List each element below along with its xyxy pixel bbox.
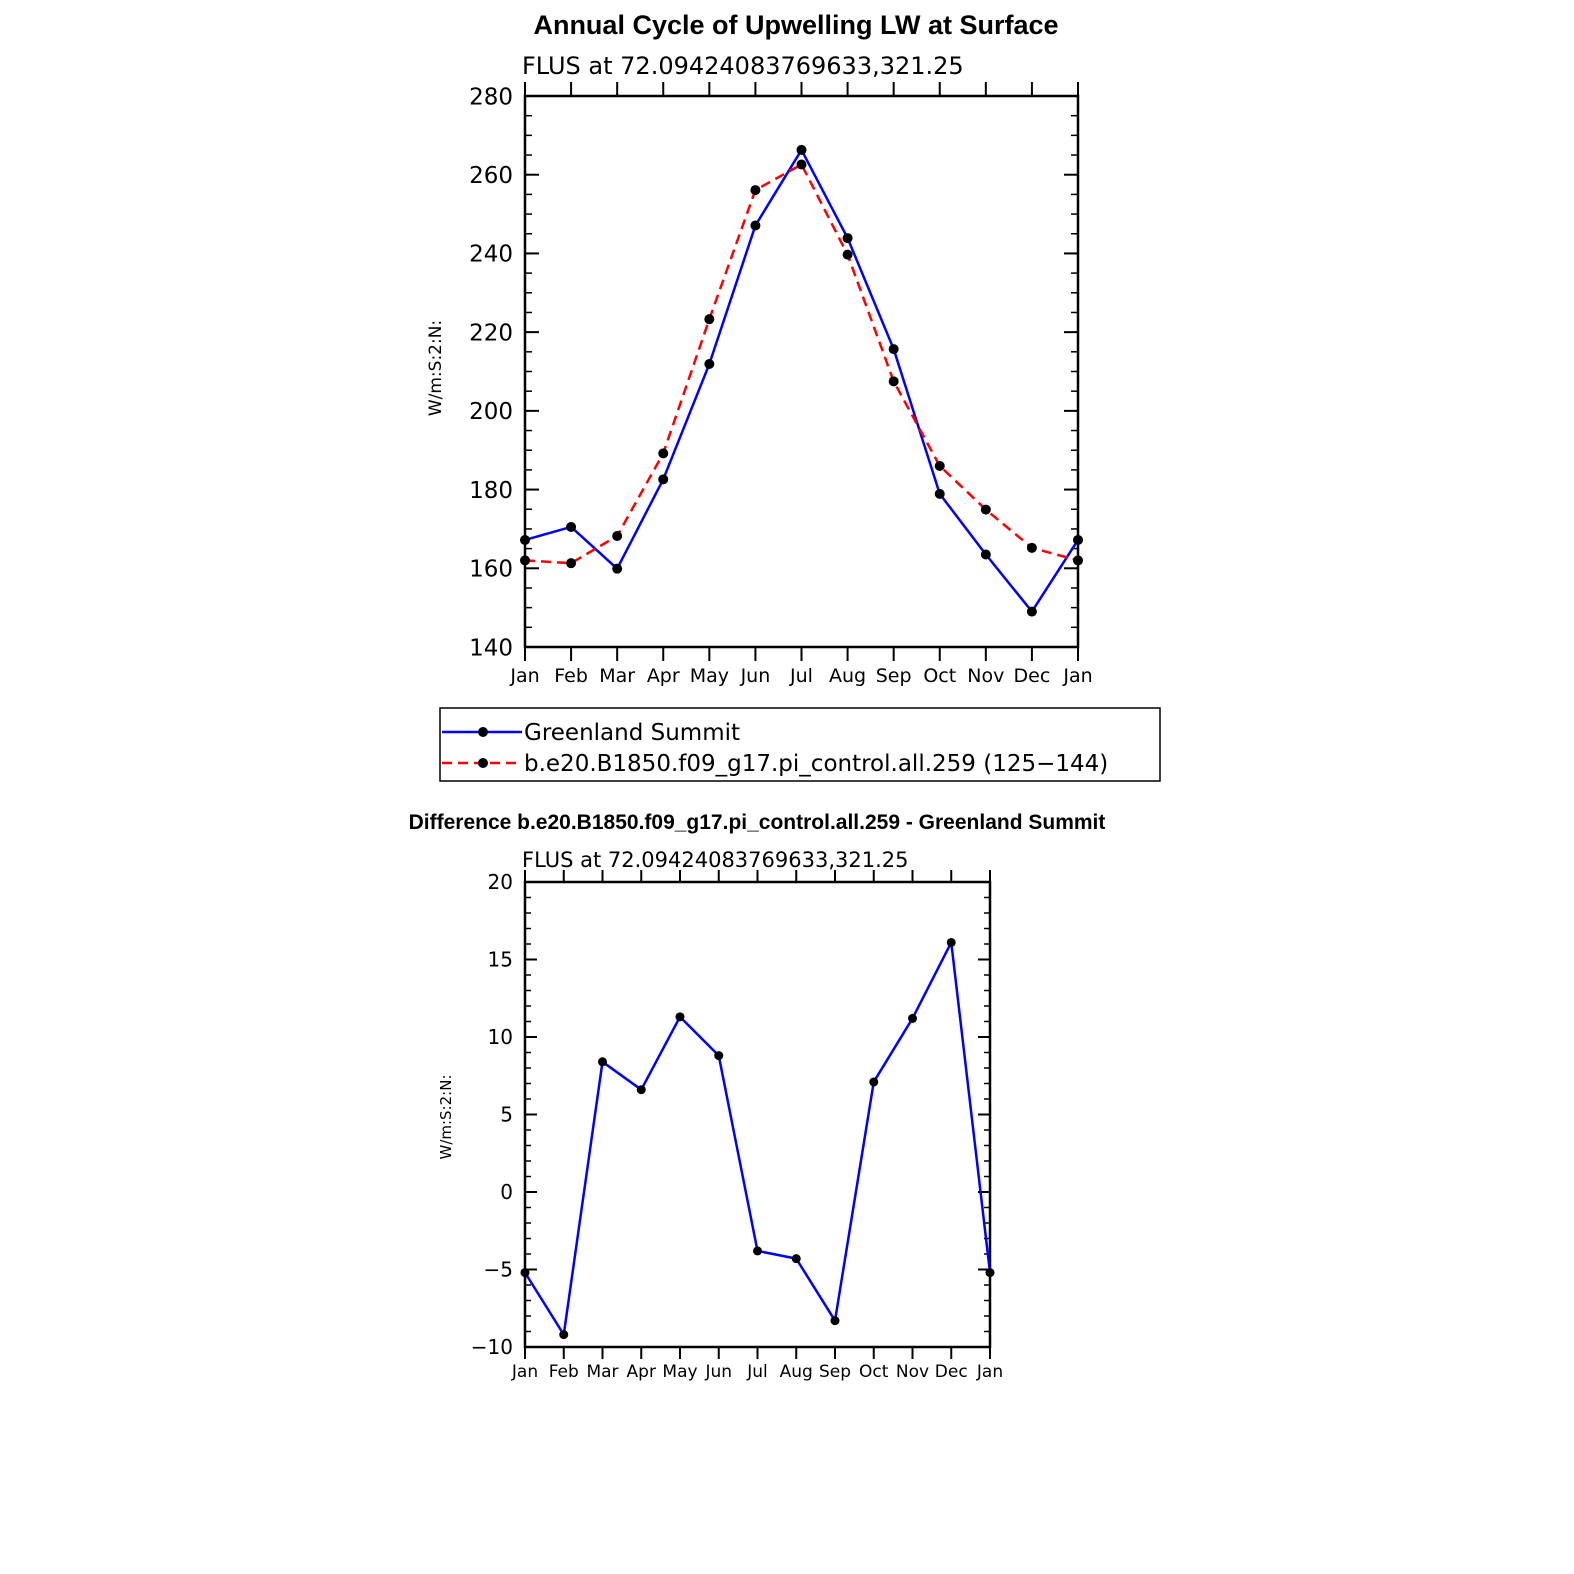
- data-point: [521, 1268, 530, 1277]
- chart-title: Difference b.e20.B1850.f09_g17.pi_control.all.259 - Greenland Summit: [408, 811, 1106, 834]
- x-tick-label: Nov: [895, 1362, 930, 1382]
- x-tick-label: Jul: [790, 665, 813, 687]
- legend-label-greenland: Greenland Summit: [524, 720, 741, 746]
- y-tick-label: 280: [469, 84, 513, 111]
- x-tick-label: Dec: [934, 1362, 968, 1382]
- data-point: [520, 555, 530, 565]
- data-point: [935, 461, 945, 471]
- data-point: [1027, 607, 1037, 617]
- x-tick-label: Sep: [818, 1362, 852, 1382]
- data-point: [704, 314, 714, 324]
- data-point: [843, 233, 853, 243]
- data-point: [908, 1014, 917, 1023]
- data-point: [947, 938, 956, 947]
- x-tick-label: Mar: [599, 665, 636, 687]
- data-point: [843, 250, 853, 260]
- x-tick-label: Jan: [511, 1362, 539, 1382]
- data-point: [797, 159, 807, 169]
- data-point: [986, 1268, 995, 1277]
- y-tick-label: 140: [469, 635, 513, 662]
- data-point: [658, 474, 668, 484]
- x-tick-label: May: [689, 665, 729, 687]
- x-tick-label: Jan: [510, 665, 540, 687]
- y-tick-label: −10: [470, 1335, 513, 1360]
- x-tick-label: Oct: [923, 665, 957, 687]
- data-point: [753, 1246, 762, 1255]
- x-tick-label: Jan: [1063, 665, 1093, 687]
- y-tick-label: 0: [500, 1180, 513, 1205]
- y-tick-label: 20: [487, 870, 513, 895]
- data-point: [869, 1077, 878, 1086]
- data-point: [559, 1330, 568, 1339]
- chart-subtitle: FLUS at 72.09424083769633,321.25: [522, 848, 909, 872]
- legend-label-model: b.e20.B1850.f09_g17.pi_control.all.259 (125−144): [524, 751, 1109, 777]
- y-tick-label: 160: [469, 556, 513, 583]
- data-point: [598, 1057, 607, 1066]
- data-point: [612, 564, 622, 574]
- data-point: [714, 1051, 723, 1060]
- data-point: [797, 145, 807, 155]
- x-tick-label: Jan: [976, 1362, 1004, 1382]
- x-tick-label: Jul: [747, 1362, 768, 1382]
- data-point: [831, 1316, 840, 1325]
- data-point: [566, 558, 576, 568]
- x-tick-label: May: [662, 1362, 698, 1382]
- x-tick-label: Dec: [1013, 665, 1051, 687]
- x-tick-label: Jun: [705, 1362, 733, 1382]
- data-point: [750, 220, 760, 230]
- legend: [440, 708, 1160, 781]
- data-point: [981, 550, 991, 560]
- data-point: [566, 522, 576, 532]
- y-tick-label: 180: [469, 477, 513, 504]
- y-tick-label: 15: [487, 947, 513, 972]
- data-point: [612, 531, 622, 541]
- y-axis-label: W/m:S:2:N:: [437, 1074, 455, 1160]
- x-tick-label: Nov: [967, 665, 1005, 687]
- y-tick-label: 260: [469, 162, 513, 189]
- data-point: [792, 1254, 801, 1263]
- data-point: [1027, 543, 1037, 553]
- data-point: [1073, 555, 1083, 565]
- x-tick-label: Jun: [740, 665, 771, 687]
- legend-marker-model: [478, 758, 488, 768]
- data-point: [1073, 535, 1083, 545]
- y-tick-label: 240: [469, 241, 513, 268]
- data-point: [935, 489, 945, 499]
- chart-subtitle: FLUS at 72.09424083769633,321.25: [522, 52, 964, 80]
- y-tick-label: 5: [500, 1102, 513, 1127]
- data-point: [704, 359, 714, 369]
- x-tick-label: Apr: [646, 665, 680, 687]
- data-point: [750, 185, 760, 195]
- x-tick-label: Aug: [829, 665, 867, 687]
- y-tick-label: −5: [483, 1257, 513, 1282]
- y-axis-label: W/m:S:2:N:: [426, 319, 446, 417]
- y-tick-label: 220: [469, 320, 513, 347]
- data-point: [637, 1085, 646, 1094]
- legend-marker-greenland: [478, 727, 488, 737]
- x-tick-label: Apr: [626, 1362, 656, 1382]
- data-point: [520, 535, 530, 545]
- x-tick-label: Mar: [586, 1362, 619, 1382]
- x-tick-label: Feb: [554, 665, 588, 687]
- chart-title: Annual Cycle of Upwelling LW at Surface: [533, 10, 1059, 40]
- data-point: [676, 1012, 685, 1021]
- data-point: [658, 448, 668, 458]
- data-point: [981, 505, 991, 515]
- y-tick-label: 10: [487, 1025, 513, 1050]
- data-point: [889, 344, 899, 354]
- data-point: [889, 376, 899, 386]
- x-tick-label: Feb: [548, 1362, 579, 1382]
- y-tick-label: 200: [469, 399, 513, 426]
- x-tick-label: Aug: [779, 1362, 813, 1382]
- x-tick-label: Oct: [859, 1362, 889, 1382]
- x-tick-label: Sep: [875, 665, 912, 687]
